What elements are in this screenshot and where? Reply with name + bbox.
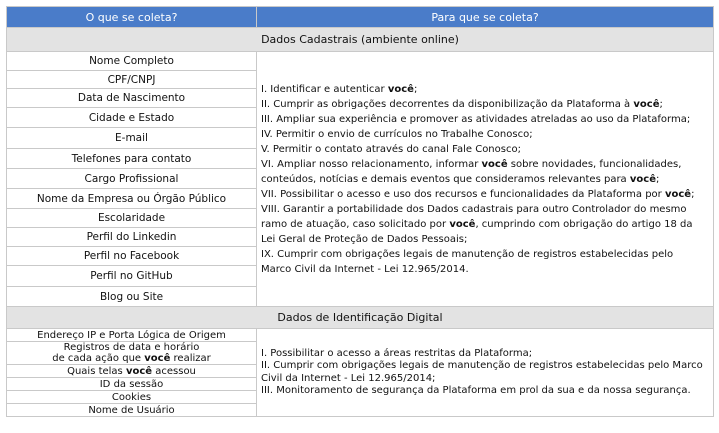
item-action-timestamps [7,342,257,365]
table-row [7,329,714,342]
purpose-line: Civil da Internet - Lei 12.965/2014; [261,372,436,384]
purpose-line: IV. Permitir o envio de currículos no Trabalhe Conosco; [261,128,533,140]
table-row [7,52,714,71]
digital-id-purposes [257,329,714,417]
item-github: Perfil no GitHub [7,266,257,287]
data-collection-table [6,6,714,417]
purpose-line: III. Ampliar sua experiência e promover as atividades atreladas ao uso da Plataforma; [261,113,691,125]
item-company-name: Nome da Empresa ou Órgão Público [7,189,257,209]
item-session-id: ID da sessão [7,378,257,391]
item-ip-port: Endereço IP e Porta Lógica de Origem [7,329,257,342]
timestamps-line1: Registros de data e horário [63,342,200,353]
item-city-state: Cidade e Estado [7,108,257,128]
item-facebook: Perfil no Facebook [7,247,257,266]
item-education: Escolaridade [7,209,257,228]
header-what-collected: O que se coleta? [7,7,257,28]
item-screens-accessed: Quais telas você acessou [7,365,257,378]
item-phones: Telefones para contato [7,149,257,169]
purpose-line: II. Cumprir as obrigações decorrentes da disponibilização da Plataforma à você; [261,98,663,110]
section-title-registration: Dados Cadastrais (ambiente online) [7,28,714,52]
purpose-line: VIII. Garantir a portabilidade dos Dados cadastrais para outro Controlador do mesmo [261,203,687,215]
section-title-digital-id: Dados de Identificação Digital [7,307,714,329]
purpose-line: II. Cumprir com obrigações legais de manutenção de registros estabelecidas pelo Marco [261,360,703,371]
item-birth-date: Data de Nascimento [7,89,257,108]
purpose-line: ramo de atuação, caso solicitado por você, cumprindo com obrigação do artigo 18 da [261,218,693,230]
purpose-line: IX. Cumprir com obrigações legais de manutenção de registros estabelecidas pelo [261,248,674,260]
purpose-line: Marco Civil da Internet - Lei 12.965/2014. [261,263,469,275]
purpose-line: VII. Possibilitar o acesso e uso dos recursos e funcionalidades da Plataforma por você; [261,188,695,200]
header-why-collected: Para que se coleta? [257,7,714,28]
purpose-line: I. Possibilitar o acesso a áreas restritas da Plataforma; [261,347,533,359]
purpose-line: I. Identificar e autenticar você; [261,83,418,95]
timestamps-line2: de cada ação que você realizar [52,353,211,364]
item-blog: Blog ou Site [7,287,257,307]
item-email: E-mail [7,128,257,149]
item-cookies: Cookies [7,391,257,404]
purpose-line: III. Monitoramento de segurança da Plataforma em prol da sua e da nossa segurança. [261,385,691,396]
item-linkedin: Perfil do Linkedin [7,228,257,247]
section-header-digital-id [7,307,714,329]
item-job-title: Cargo Profissional [7,169,257,189]
item-full-name: Nome Completo [7,52,257,71]
purpose-line: VI. Ampliar nosso relacionamento, informar você sobre novidades, funcionalidades, [261,158,682,170]
section-header-registration [7,28,714,52]
item-username: Nome de Usuário [7,404,257,417]
purpose-line: V. Permitir o contato através do canal Fale Conosco; [261,143,521,155]
item-cpf-cnpj: CPF/CNPJ [7,71,257,89]
registration-purposes [257,52,714,307]
purpose-line: Lei Geral de Proteção de Dados Pessoais; [261,233,468,245]
purpose-line: conteúdos, notícias e demais eventos que consideramos relevantes para você; [261,173,660,185]
header-row [7,7,714,28]
